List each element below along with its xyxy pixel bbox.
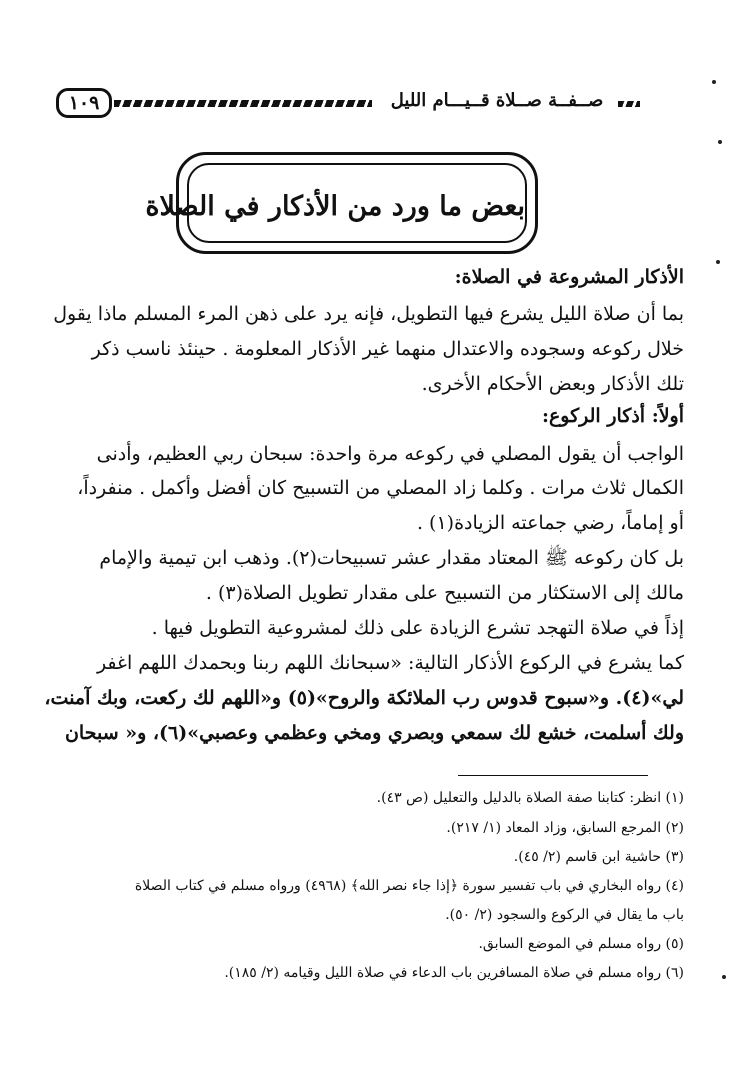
body-line: تلك الأذكار وبعض الأحكام الأخرى. <box>421 373 684 395</box>
body-line: الكمال ثلاث مرات . وكلما زاد المصلي من التسبيح كان أفضل وأكمل . منفرداً، <box>77 477 684 499</box>
footnote-separator <box>458 775 648 776</box>
footnote: (١) انظر: كتابنا صفة الصلاة بالدليل والتعليل (ص ٤٣). <box>376 790 684 806</box>
footnote: (٦) رواه مسلم في صلاة المسافرين باب الدعاء في صلاة الليل وقيامه (٢/ ١٨٥). <box>224 965 684 981</box>
footnote: (٢) المرجع السابق، وزاد المعاد (١/ ٢١٧). <box>446 820 684 836</box>
footnote: (٣) حاشية ابن قاسم (٢/ ٤٥). <box>513 849 684 865</box>
header-decorative-rule-end <box>618 101 640 107</box>
body-line: كما يشرع في الركوع الأذكار التالية: «سبحانك اللهم ربنا وبحمدك اللهم اغفر <box>96 652 684 674</box>
section-heading: الأذكار المشروعة في الصلاة: <box>454 266 684 288</box>
footnote-continuation: باب ما يقال في الركوع والسجود (٢/ ٥٠). <box>445 907 684 923</box>
body-line: ولك أسلمت، خشع لك سمعي وبصري ومخي وعظمي وعصبي»(٦)، و« سبحان <box>64 722 684 744</box>
body-line: مالك إلى الاستكثار من التسبيح على مقدار تطويل الصلاة(٣) . <box>205 582 684 604</box>
scan-speck <box>716 260 720 264</box>
scan-speck <box>718 140 722 144</box>
page-number: ١٠٩ <box>56 88 112 118</box>
scan-speck <box>712 80 716 84</box>
header-decorative-rule <box>114 100 372 107</box>
body-line: الواجب أن يقول المصلي في ركوعه مرة واحدة: سبحان ربي العظيم، وأدنى <box>96 443 684 465</box>
scan-speck <box>722 975 726 979</box>
body-line: بل كان ركوعه ﷺ المعتاد مقدار عشر تسبيحات(٢). وذهب ابن تيمية والإمام <box>99 547 684 569</box>
footnote: (٤) رواه البخاري في باب تفسير سورة ﴿إذا جاء نصر الله﴾ (٤٩٦٨) ورواه مسلم في كتاب الصلاة <box>134 878 684 894</box>
body-line: لي»(٤). و«سبوح قدوس رب الملائكة والروح»(٥) و«اللهم لك ركعت، وبك آمنت، <box>44 687 684 709</box>
subsection-heading: أولاً: أذكار الركوع: <box>541 405 684 427</box>
chapter-title-frame <box>145 152 538 254</box>
chapter-title: بعض ما ورد من الأذكار في الصلاة <box>145 191 525 222</box>
body-line: إذاً في صلاة التهجد تشرع الزيادة على ذلك لمشروعية التطويل فيها . <box>151 617 684 639</box>
body-line: بما أن صلاة الليل يشرع فيها التطويل، فإنه يرد على ذهن المرء المسلم ماذا يقول <box>53 303 684 325</box>
chapter-title-inner-frame <box>145 163 527 243</box>
running-title: صــفــة صــلاة قــيـــام الليل <box>390 90 604 111</box>
footnote: (٥) رواه مسلم في الموضع السابق. <box>478 936 684 952</box>
body-line: خلال ركوعه وسجوده والاعتدال منهما غير الأذكار المعلومة . حينئذ ناسب ذكر <box>91 338 684 360</box>
body-line: أو إماماً، رضي جماعته الزيادة(١) . <box>416 512 684 534</box>
running-header <box>56 88 656 122</box>
